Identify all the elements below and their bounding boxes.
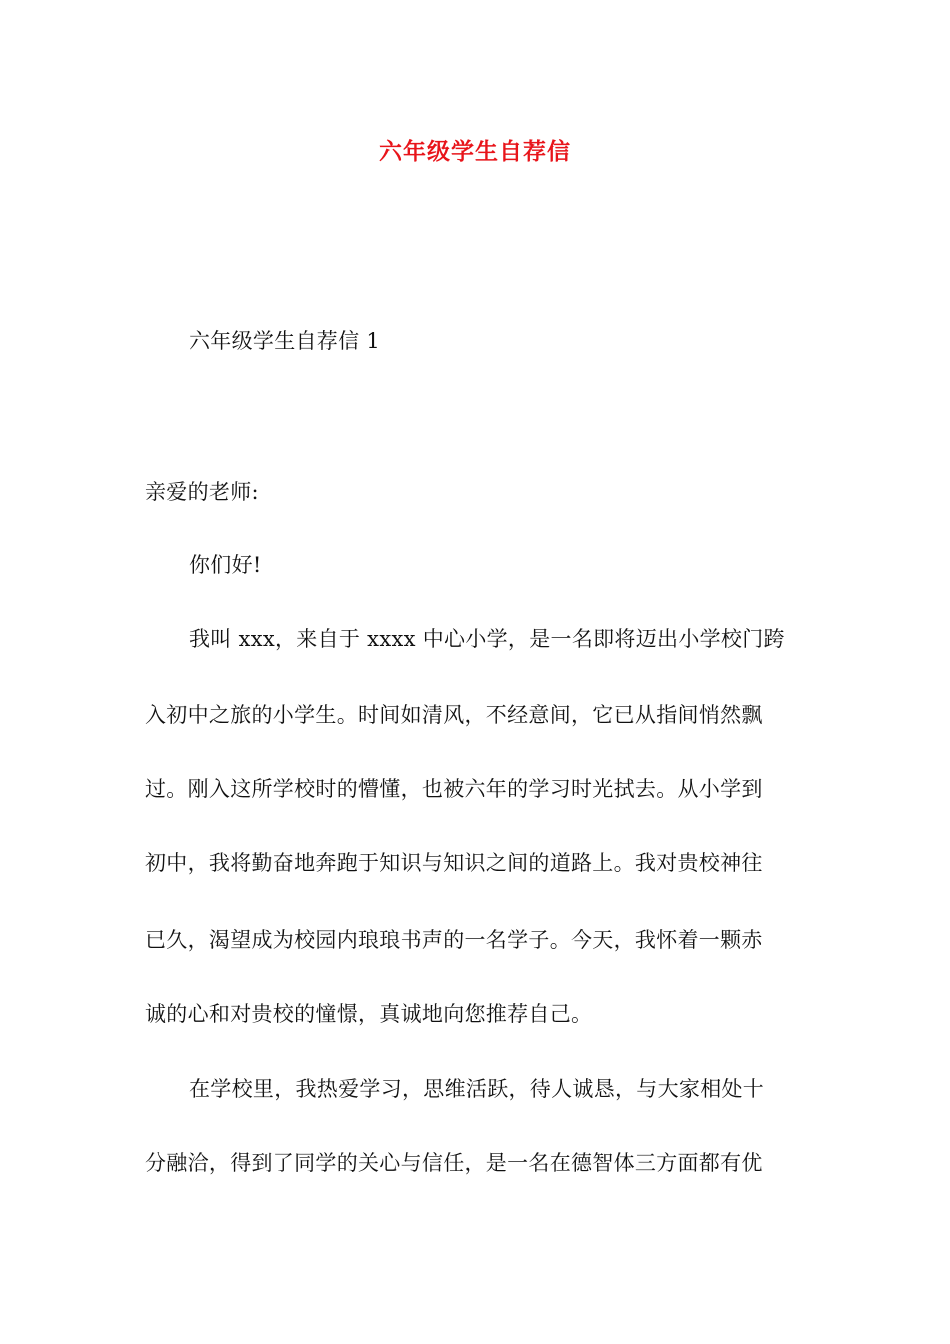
paragraph-1-line: 我叫 xxx，来自于 xxxx 中心小学，是一名即将迈出小学校门跨 [189, 627, 785, 651]
paragraph-1-line: 诚的心和对贵校的憧憬，真诚地向您推荐自己。 [145, 1002, 593, 1026]
salutation: 亲爱的老师: [145, 480, 259, 504]
document-title: 六年级学生自荐信 [379, 138, 571, 165]
paragraph-2-line: 分融洽，得到了同学的关心与信任，是一名在德智体三方面都有优 [145, 1151, 763, 1175]
paragraph-1-line: 过。刚入这所学校时的懵懂，也被六年的学习时光拭去。从小学到 [145, 777, 763, 801]
section-heading: 六年级学生自荐信 1 [189, 329, 381, 353]
paragraph-1-line: 初中，我将勤奋地奔跑于知识与知识之间的道路上。我对贵校神往 [145, 851, 763, 875]
paragraph-1-line: 已久，渴望成为校园内琅琅书声的一名学子。今天，我怀着一颗赤 [145, 928, 763, 952]
paragraph-1-line: 入初中之旅的小学生。时间如清风，不经意间，它已从指间悄然飘 [145, 703, 763, 727]
paragraph-2-line: 在学校里，我热爱学习，思维活跃，待人诚恳，与大家相处十 [189, 1077, 765, 1101]
greeting: 你们好! [189, 553, 262, 577]
